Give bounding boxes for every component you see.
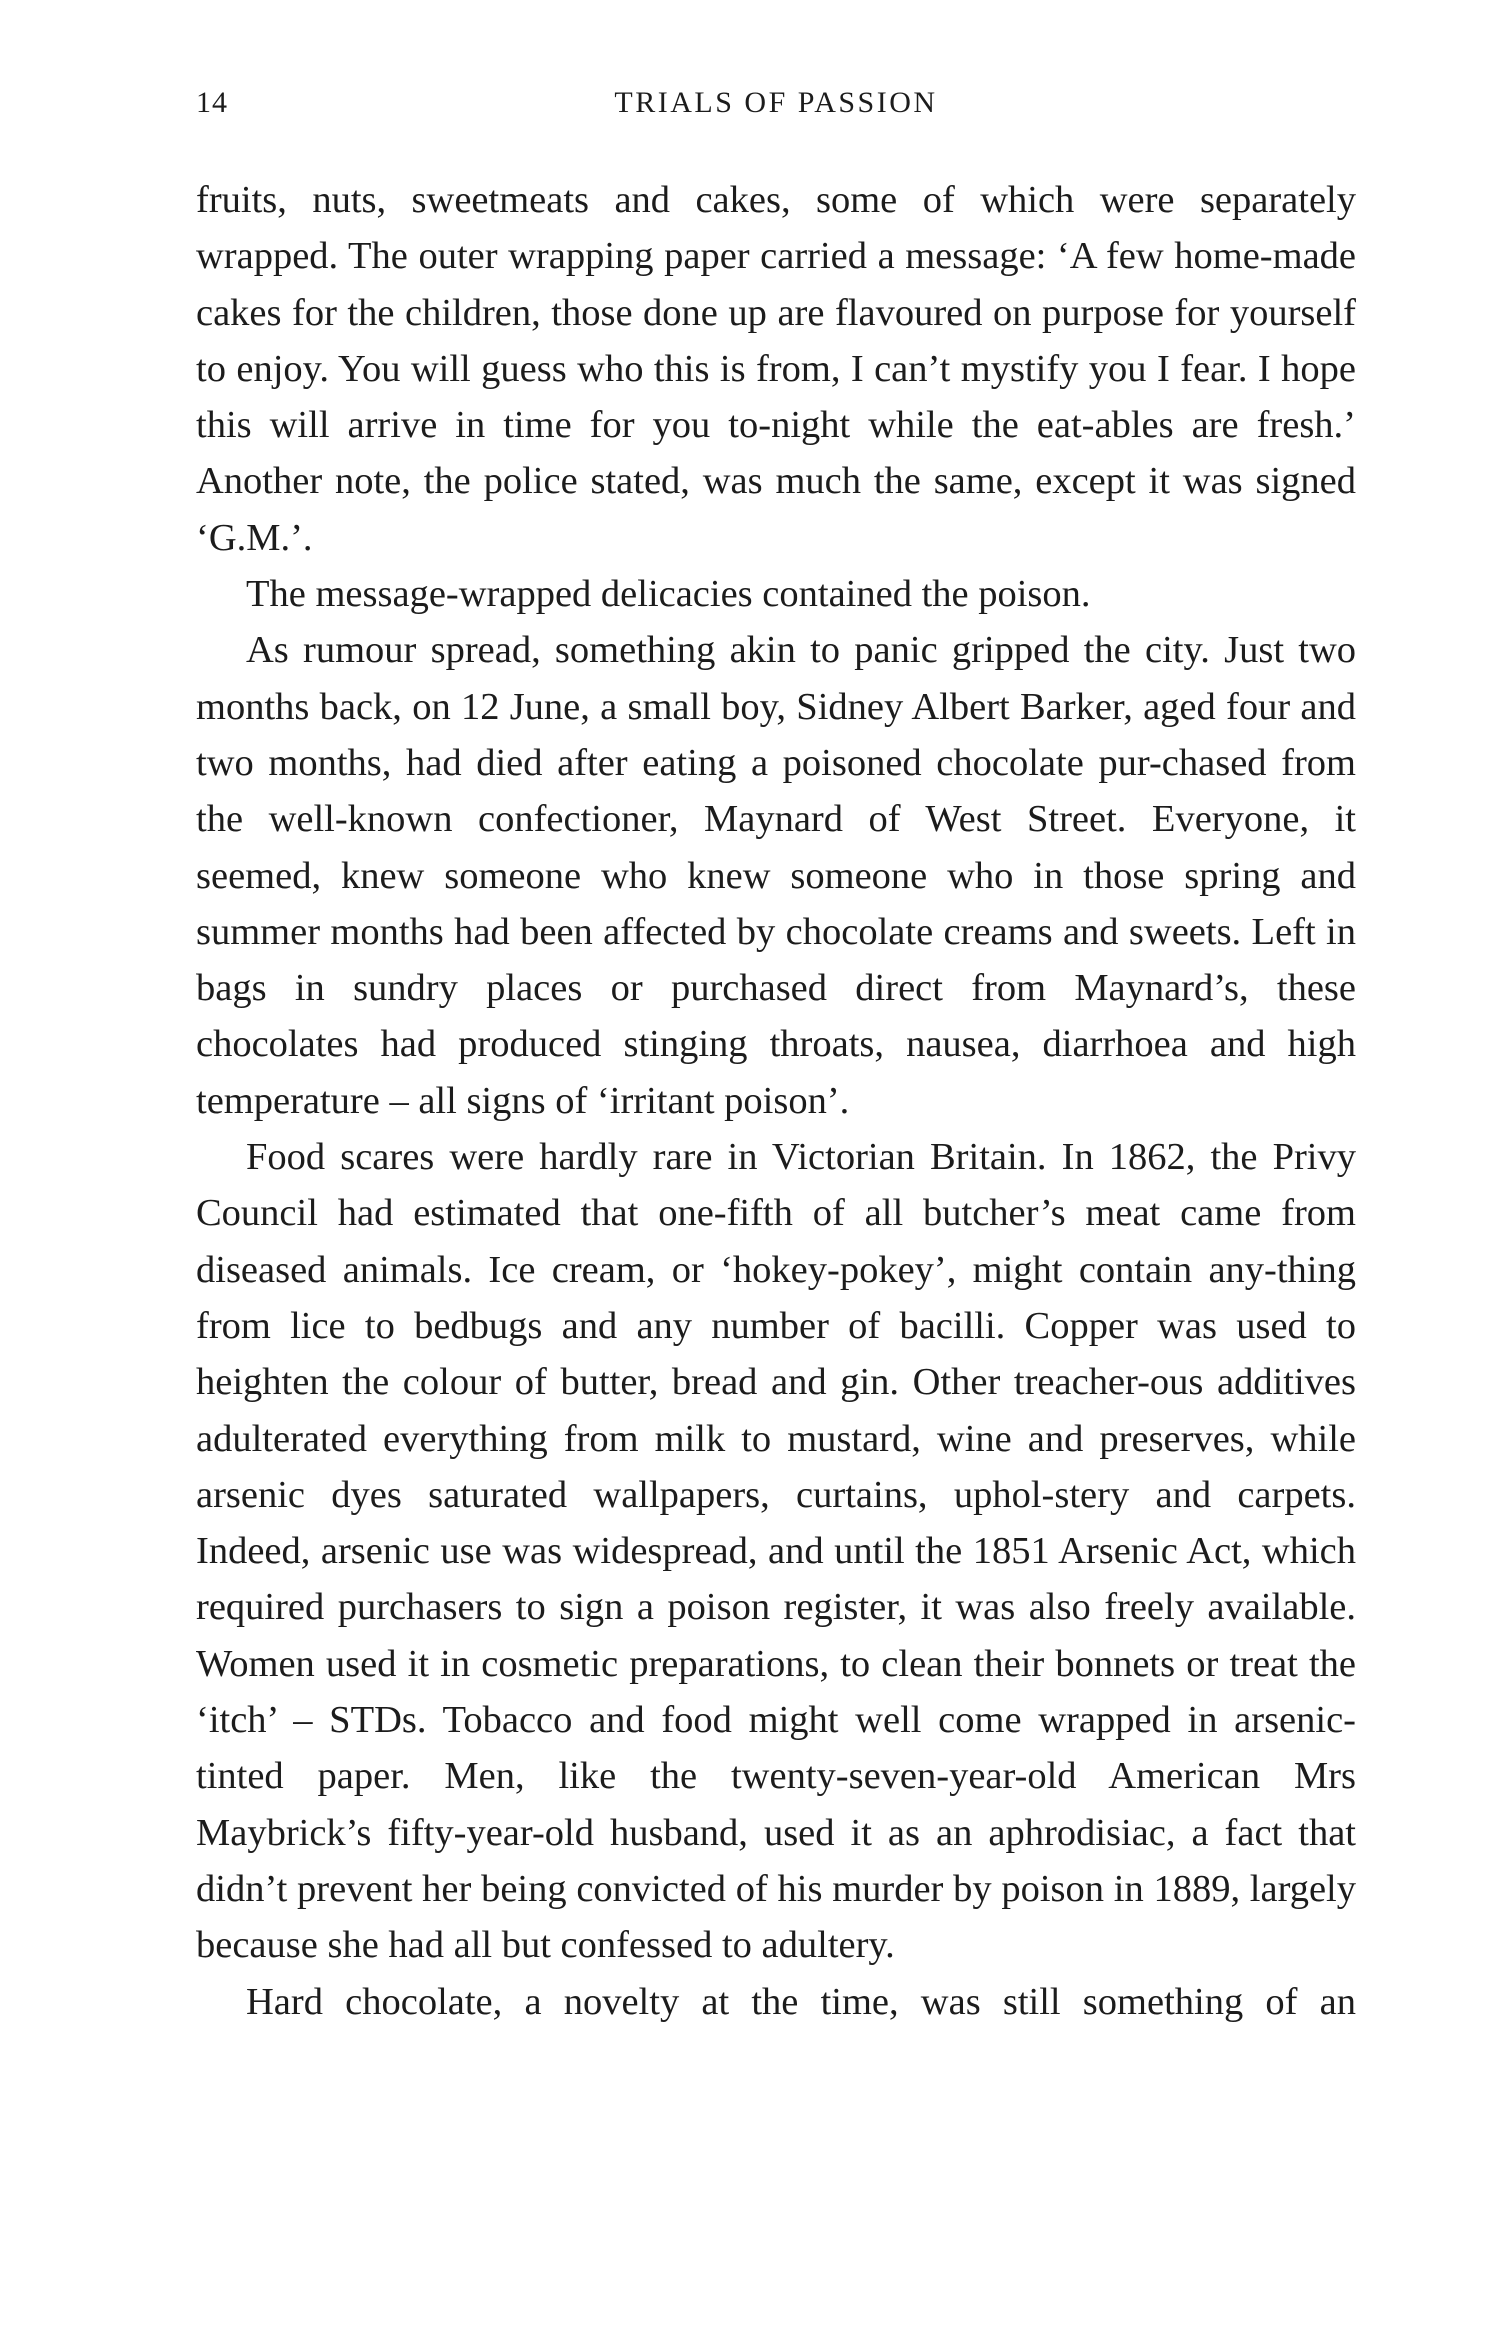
paragraph-5: Hard chocolate, a novelty at the time, was still something of an bbox=[246, 1980, 1356, 2023]
running-head: TRIALS OF PASSION bbox=[614, 86, 938, 119]
paragraph-2: The message-wrapped delicacies contained the poison. bbox=[246, 573, 1091, 616]
paragraph-1: fruits, nuts, sweetmeats and cakes, some of which were separately wrapped. The outer wrapping paper carried a message: ‘A few home-made cakes for the children, those done up are flavoured on purpose for yourself to enjoy. You will guess who this is from, I can’t mystify you I fear. I hope this will arrive in time for you to-night while the eat-ables are fresh.’ Another note, the police stated, was much the same, except it was signed ‘G.M.’. bbox=[196, 179, 1356, 559]
page-number: 14 bbox=[196, 86, 228, 119]
paragraph-4: Food scares were hardly rare in Victorian Britain. In 1862, the Privy Council had estimated that one-fifth of all butcher’s meat came from diseased animals. Ice cream, or ‘hokey-pokey’, might contain any-thing from lice to bedbugs and any number of bacilli. Copper was used to heighten the colour of butter, bread and gin. Other treacher-ous additives adulterated everything from milk to mustard, wine and preserves, while arsenic dyes saturated wallpapers, curtains, uphol-stery and carpets. Indeed, arsenic use was widespread, and until the 1851 Arsenic Act, which required purchasers to sign a poison register, it was also freely available. Women used it in cosmetic preparations, to clean their bonnets or treat the ‘itch’ – STDs. Tobacco and food might well come wrapped in arsenic-tinted paper. Men, like the twenty-seven-year-old American Mrs Maybrick’s fifty-year-old husband, used it as an aphrodisiac, a fact that didn’t prevent her being convicted of his murder by poison in 1889, largely because she had all but confessed to adultery. bbox=[196, 1136, 1356, 1967]
page-header bbox=[196, 86, 1356, 136]
body-text bbox=[196, 172, 1356, 2030]
paragraph-3: As rumour spread, something akin to panic gripped the city. Just two months back, on 12 June, a small boy, Sidney Albert Barker, aged four and two months, had died after eating a poisoned chocolate pur-chased from the well-known confectioner, Maynard of West Street. Everyone, it seemed, knew someone who knew someone who in those spring and summer months had been affected by chocolate creams and sweets. Left in bags in sundry places or purchased direct from Maynard’s, these chocolates had produced stinging throats, nausea, diarrhoea and high temperature – all signs of ‘irritant poison’. bbox=[196, 629, 1356, 1122]
